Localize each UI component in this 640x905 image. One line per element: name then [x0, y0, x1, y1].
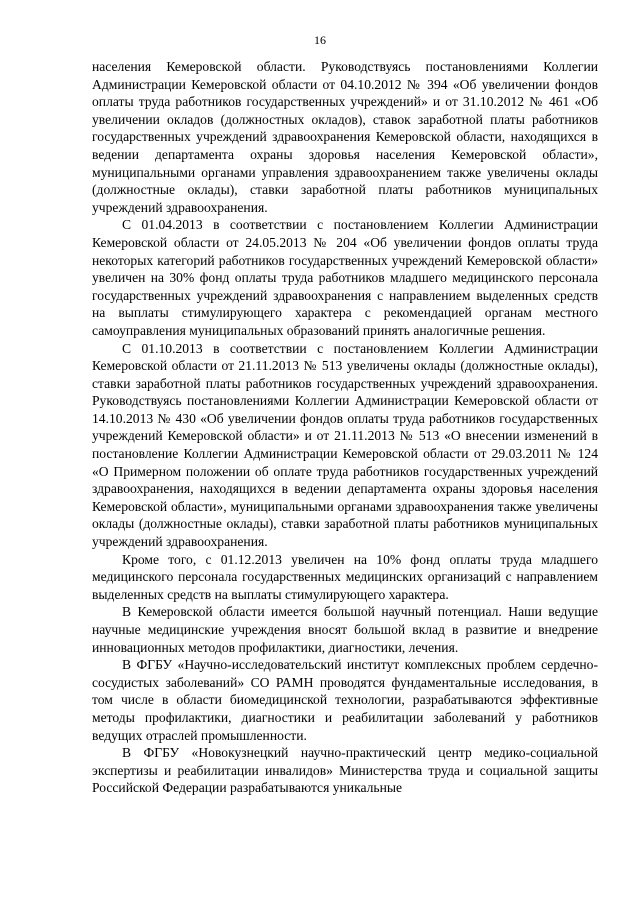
paragraph-novokuznetsk-center: В ФГБУ «Новокузнецкий научно-практический центр медико-социальной экспертизы и реабилитации инвалидов» Министерства труда и социальной защиты Российской Федерации разрабатываются уникальные — [92, 745, 598, 796]
paragraph-wage-fund-10-percent: Кроме того, с 01.12.2013 увеличен на 10% фонд оплаты труда младшего медицинского персонала государственных медицинских организаций с направлением выделенных средств на выплаты стимулирующего характера. — [92, 551, 598, 602]
paragraph-wage-fund-30-percent: С 01.04.2013 в соответствии с постановлением Коллегии Администрации Кемеровской области от 24.05.2013 № 204 «Об увеличении фондов оплаты труда некоторых категорий работников государственных учреждений Кемеровской области» увеличен на 30% фонд оплаты труда работников младшего медицинского персонала государственных учреждений здравоохранения с направлением выделенных средств на выплаты стимулирующего характера с рекомендацией органам местного самоуправления муниципальных образований принять аналогичные решения. — [92, 217, 598, 338]
paragraph-cardiovascular-institute: В ФГБУ «Научно-исследовательский институт комплексных проблем сердечно-сосудистых заболеваний» СО РАМН проводятся фундаментальные исследования, в том числе в области биомедицинской технологии, разрабатываются эффективные методы профилактики, диагностики и реабилитации заболеваний у работников ведущих отраслей промышленности. — [92, 657, 598, 743]
document-body — [92, 58, 598, 797]
page-number: 16 — [314, 33, 326, 47]
paragraph-continuation: населения Кемеровской области. Руководствуясь постановлениями Коллегии Администрации Кемеровской области от 04.10.2012 № 394 «Об увеличении фондов оплаты труда работников государственных учреждений» и от 31.10.2012 № 461 «Об увеличении окладов (должностных окладов), ставок заработной платы работников государственных учреждений здравоохранения Кемеровской области, находящихся в ведении департамента охраны здоровья населения Кемеровской области», муниципальными органами управления здравоохранением также увеличены оклады (должностные оклады), ставки заработной платы работников муниципальных учреждений здравоохранения. — [92, 59, 598, 215]
paragraph-salary-increase-october: С 01.10.2013 в соответствии с постановлением Коллегии Администрации Кемеровской области от 21.11.2013 № 513 увеличены оклады (должностные оклады), ставки заработной платы работников государственных учреждений здравоохранения. Руководствуясь постановлениями Коллегии Администрации Кемеровской области от 14.10.2013 № 430 «Об увеличении фондов оплаты труда работников государственных учреждений Кемеровской области» и от 21.11.2013 № 513 «О внесении изменений в постановление Коллегии Администрации Кемеровской области от 29.03.2011 № 124 «О Примерном положении об оплате труда работников государственных учреждений здравоохранения, находящихся в ведении департамента охраны здоровья населения Кемеровской области», муниципальными органами здравоохранения также увеличены оклады (должностные оклады), ставки заработной платы работников муниципальных учреждений здравоохранения. — [92, 340, 598, 550]
paragraph-scientific-potential: В Кемеровской области имеется большой научный потенциал. Наши ведущие научные медицинские учреждения вносят большой вклад в развитие и внедрение инновационных методов профилактики, диагностики, лечения. — [92, 604, 598, 655]
